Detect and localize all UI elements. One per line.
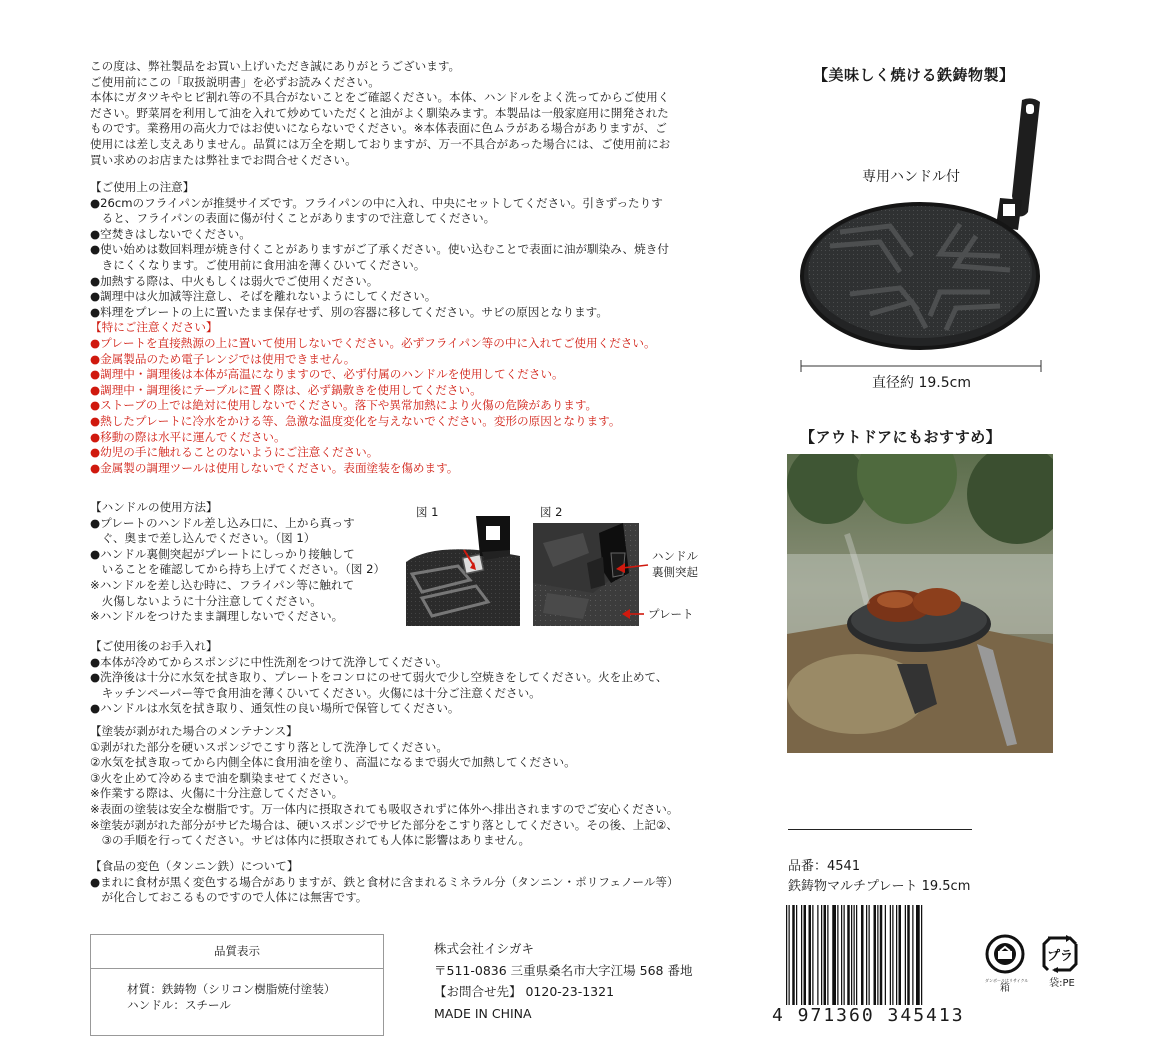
barcode-bar: [786, 905, 787, 1005]
barcode-bar: [804, 905, 807, 1005]
barcode-bar: [817, 905, 818, 1005]
caution-line: ●熱したプレートに冷水をかける等、急激な温度変化を与えないでください。変形の原因となります。: [90, 413, 621, 428]
barcode-bar: [912, 905, 913, 1005]
handle-line: ※ハンドルをつけたまま調理しないでください。: [90, 609, 344, 624]
callout-arrow-plate: [622, 608, 646, 620]
usage-line: きにくくなります。ご使用前に食用油を薄くひいてください。: [90, 257, 426, 272]
barcode-bar: [812, 905, 813, 1005]
care-line: ●ハンドルは水気を拭き取り、通気性の良い場所で保管してください。: [90, 701, 460, 716]
product-info: [788, 857, 970, 897]
callout-handle-line1: ハンドル: [652, 549, 698, 563]
barcode-bar: [821, 905, 822, 1005]
barcode-bar: [856, 905, 857, 1005]
barcode-bar: [832, 905, 836, 1005]
title-outdoor: 【アウトドアにもおすすめ】: [800, 428, 1002, 446]
barcode-bar: [877, 905, 878, 1005]
discolor-section: [90, 859, 679, 906]
handle-line: ●プレートのハンドル差し込み口に、上から真っす: [90, 515, 355, 530]
discolor-line: ●まれに食材が黒く変色する場合がありますが、鉄と食材に含まれるミネラル分（タンニン・ポリフェノール等）: [90, 874, 679, 889]
maintenance-title: 【塗装が剥がれた場合のメンテナンス】: [90, 724, 298, 738]
intro-line: 本体にガタツキやヒビ割れ等の不具合がないことをご確認ください。本体、ハンドルをよく洗ってからご使用く: [90, 90, 670, 105]
barcode-bar: [885, 905, 886, 1005]
discolor-line: が化合しておこるものですので人体には無害です。: [90, 890, 368, 905]
barcode-bar: [874, 905, 877, 1005]
barcode-bar: [869, 905, 870, 1005]
intro-line: 使用には差し支えありません。品質には万全を期しておりますが、万一不具合があった場合には、ご使用前にお: [90, 136, 671, 151]
barcode-bar: [861, 905, 864, 1005]
barcode-bar: [892, 905, 893, 1005]
barcode-bar: [789, 905, 790, 1005]
callout-handle-projection: [652, 548, 698, 580]
plastic-recycle-icon: [1040, 934, 1084, 974]
usage-line: ●調理中は火加減等注意し、そばを離れないようにしてください。: [90, 289, 437, 304]
care-line: ●洗浄後は十分に水気を拭き取り、プレートをコンロにのせて弱火で少し空焼きをしてください。火を止めて、: [90, 670, 668, 685]
usage-line: ●使い始めは数回料理が焼き付くことがありますがご了承ください。使い込むことで表面に油が馴染み、焼き付: [90, 242, 669, 257]
quality-header: 品質表示: [91, 935, 383, 969]
company-name: 株式会社イシガキ: [434, 941, 535, 956]
intro-line: 買い求めのお店または弊社までお問合せください。: [90, 152, 357, 167]
company-info: [434, 938, 692, 1024]
barcode-bar: [921, 905, 922, 1005]
intro-line: ご使用前にこの「取扱説明書」を必ずお読みください。: [90, 74, 380, 89]
caution-line: ●調理中・調理後は本体が高温になりますので、必ず付属のハンドルを使用してください。: [90, 367, 564, 382]
quality-handle: ハンドル：スチール: [127, 998, 231, 1012]
maintenance-line: ②水気を拭き取ってから内側全体に食用油を塗り、高温になるまで弱火で加熱してください。: [90, 755, 576, 770]
maintenance-line: ※作業する際は、火傷に十分注意してください。: [90, 786, 344, 801]
grill-plate-image: [800, 96, 1050, 356]
figure-1-image: [406, 516, 520, 626]
barcode-bar: [890, 905, 891, 1005]
usage-line: ●空焚きはしないでください。: [90, 226, 251, 241]
maintenance-line: ①剥がれた部分を硬いスポンジでこすり落として洗浄してください。: [90, 739, 448, 754]
handle-line: いることを確認してから持ち上げてください。（図 2）: [90, 562, 386, 577]
handle-line: ●ハンドル裏側突起がプレートにしっかり接触して: [90, 546, 355, 561]
barcode-bar: [844, 905, 845, 1005]
care-line: ●本体が冷めてからスポンジに中性洗剤をつけて洗浄してください。: [90, 654, 448, 669]
title-cast-iron: 【美味しく焼ける鉄鋳物製】: [813, 66, 1015, 84]
company-address: 〒511-0836 三重県桑名市大字江場 568 番地: [434, 962, 693, 978]
barcode: [786, 905, 968, 1005]
cardboard-ring-text: ダンボールはリサイクル: [985, 978, 1029, 983]
usage-section: [90, 180, 669, 476]
quality-box: [90, 934, 384, 1036]
barcode-bar: [899, 905, 902, 1005]
handle-title: 【ハンドルの使用方法】: [90, 500, 218, 514]
quality-material: 材質：鉄鋳物（シリコン樹脂焼付塗装）: [127, 982, 336, 996]
barcode-bar: [809, 905, 812, 1005]
usage-line: ●加熱する際は、中火もしくは弱火でご使用ください。: [90, 273, 379, 288]
barcode-bar: [801, 905, 802, 1005]
plastic-symbol-text: プラ: [1046, 949, 1074, 964]
product-name: 鉄鋳物マルチプレート 19.5cm: [788, 879, 971, 894]
care-title: 【ご使用後のお手入れ】: [90, 639, 218, 653]
barcode-bar: [880, 905, 883, 1005]
maintenance-line: ③の手順を行ってください。サビは体内に摂取されても人体に影響はありません。: [90, 833, 531, 848]
handle-section: [90, 500, 385, 625]
maintenance-section: [90, 724, 678, 849]
caution-line: ●移動の際は水平に運んでください。: [90, 429, 286, 444]
care-line: キッチンペーパー等で食用油を薄くひいてください。火傷には十分ご注意ください。: [90, 685, 541, 700]
usage-line: ると、フライパンの表面に傷が付くことがありますので注意してください。: [90, 211, 496, 226]
handle-line: ぐ、奥まで差し込んでください。（図 1）: [90, 531, 316, 546]
caution-line: ●ストーブの上では絶対に使用しないでください。落下や異常加熱により火傷の危険があります。: [90, 398, 598, 413]
barcode-bar: [866, 905, 867, 1005]
barcode-bar: [896, 905, 897, 1005]
callout-handle-line2: 裏側突起: [652, 565, 698, 579]
intro-line: ださい。野菜屑を利用して油を入れて炒めていただくと油がよく馴染みます。本製品は一般家庭用に開発された: [90, 105, 669, 120]
company-contact: 【お問合せ先】 0120-23-1321: [434, 984, 615, 999]
caution-line: ●プレートを直接熱源の上に置いて使用しないでください。必ずフライパン等の中に入れてご使用ください。: [90, 335, 656, 350]
caution-line: ●調理中・調理後にテーブルに置く際は、必ず鍋敷きを使用してください。: [90, 382, 482, 397]
cardboard-label: 箱: [1000, 983, 1010, 994]
barcode-bar: [851, 905, 852, 1005]
callout-arrow-handle: [614, 555, 650, 575]
barcode-bar: [907, 905, 910, 1005]
barcode-bar: [837, 905, 838, 1005]
barcode-bar: [796, 905, 797, 1005]
divider: [788, 829, 972, 830]
company-origin: MADE IN CHINA: [434, 1005, 532, 1021]
intro-text: [90, 59, 730, 168]
figure-1-label: 図 1: [416, 505, 439, 519]
barcode-bar: [827, 905, 828, 1005]
barcode-bar: [847, 905, 850, 1005]
plastic-recycle-mark: [1040, 934, 1084, 990]
handle-included-label: 専用ハンドル付: [862, 169, 960, 185]
usage-line: ●料理をプレートの上に置いたまま保存せず、別の容器に移してください。サビの原因となります。: [90, 304, 608, 319]
maintenance-line: ※表面の塗装は安全な樹脂です。万一体内に摂取されても吸収されずに体外へ排出されますのでご安心ください。: [90, 801, 679, 816]
barcode-bar: [905, 905, 906, 1005]
usage-title: 【ご使用上の注意】: [90, 180, 195, 194]
usage-line: ●26cmのフライパンが推奨サイズです。フライパンの中に入れ、中央にセットしてください。引きずったりす: [90, 195, 663, 210]
callout-plate: プレート: [648, 607, 694, 621]
cardboard-recycle-mark: [985, 934, 1029, 995]
diameter-label: 直径約 19.5cm: [872, 375, 971, 391]
bag-label: 袋:PE: [1049, 978, 1075, 989]
caution-line: ●金属製品のため電子レンジでは使用できません。: [90, 351, 356, 366]
barcode-bar: [792, 905, 795, 1005]
maintenance-line: ※塗装が剥がれた部分がサビた場合は、硬いスポンジでサビた部分をこすり落としてください。その後、上記②、: [90, 817, 678, 832]
care-section: [90, 639, 668, 717]
barcode-number: 4 971360 345413: [772, 1005, 965, 1026]
discolor-title: 【食品の変色（タンニン鉄）について】: [90, 859, 299, 873]
intro-line: この度は、弊社製品をお買い上げいただき誠にありがとうございます。: [90, 59, 461, 73]
barcode-bar: [824, 905, 827, 1005]
product-code: 品番：4541: [788, 859, 861, 874]
caution-title: 【特にご注意ください】: [90, 320, 218, 335]
intro-line: ものです。業務用の高火力ではお使いにならないでください。※本体表面に色ムラがある場合がありますが、ご: [90, 121, 667, 136]
maintenance-line: ③火を止めて冷めるまで油を馴染ませてください。: [90, 770, 356, 785]
diameter-line: [800, 360, 1042, 372]
handle-line: 火傷しないように十分注意してください。: [90, 593, 322, 608]
caution-line: ●金属製の調理ツールは使用しないでください。表面塗装を傷めます。: [90, 460, 459, 475]
handle-line: ※ハンドルを差し込む時に、フライパン等に触れて: [90, 577, 355, 592]
cardboard-recycle-icon: [985, 934, 1025, 974]
barcode-bar: [841, 905, 842, 1005]
barcode-bar: [854, 905, 855, 1005]
barcode-bar: [916, 905, 920, 1005]
outdoor-photo: [787, 454, 1053, 753]
caution-line: ●幼児の手に触れることのないようにご注意ください。: [90, 445, 379, 460]
figure-2-label: 図 2: [540, 505, 563, 519]
